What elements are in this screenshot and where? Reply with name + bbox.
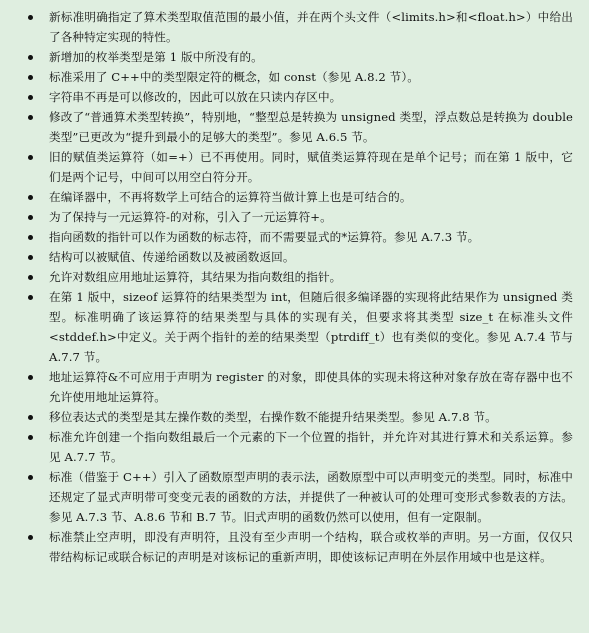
list-item xyxy=(22,467,573,527)
item-text: 在第 1 版中，sizeof 运算符的结果类型为 int，但随后很多编译器的实现将此结果作为 unsigned 类型。标准明确了该运算符的结果类型与具体的实现有关，但要求将其类型 size_t 在标准头文件<stddef.h>中定义。关于两个指针的差的结果类型（ptrdiff_t）也有类似的变化。参见 A.7.4 节与 A.7.7 节。 xyxy=(49,290,573,364)
bullet-icon xyxy=(28,475,33,480)
list-item xyxy=(22,247,573,267)
bullet-icon xyxy=(28,435,33,440)
list-item xyxy=(22,147,573,187)
list-item xyxy=(22,287,573,367)
bullet-icon xyxy=(28,535,33,540)
list-item xyxy=(22,367,573,407)
list-item xyxy=(22,87,573,107)
bullet-icon xyxy=(28,15,33,20)
list-item xyxy=(22,527,573,567)
list-item xyxy=(22,67,573,87)
bullet-icon xyxy=(28,295,33,300)
list-item xyxy=(22,267,573,287)
item-text: 新增加的枚举类型是第 1 版中所没有的。 xyxy=(49,50,263,64)
item-text: 标准（借鉴于 C++）引入了函数原型声明的表示法，函数原型中可以声明变元的类型。同时，标准中还规定了显式声明带可变变元表的函数的方法，并提供了一种被认可的处理可变形式参数表的方法。参见 A.7.3 节、A.8.6 节和 B.7 节。旧式声明的函数仍然可以使用，但有一定限制。 xyxy=(49,470,573,524)
bullet-icon xyxy=(28,215,33,220)
list-item xyxy=(22,107,573,147)
item-text: 在编译器中，不再将数学上可结合的运算符当做计算上也是可结合的。 xyxy=(49,190,412,204)
list-item xyxy=(22,187,573,207)
bullet-icon xyxy=(28,155,33,160)
item-text: 字符串不再是可以修改的，因此可以放在只读内存区中。 xyxy=(49,90,342,104)
item-text: 修改了“普通算术类型转换”，特别地，“整型总是转换为 unsigned 类型，浮点数总是转换为 double 类型”已更改为“提升到最小的足够大的类型”。参见 A.6.5 节。 xyxy=(49,110,573,144)
bullet-icon xyxy=(28,55,33,60)
item-text: 移位表达式的类型是其左操作数的类型，右操作数不能提升结果类型。参见 A.7.8 节。 xyxy=(49,410,497,424)
list-item xyxy=(22,227,573,247)
list-item xyxy=(22,7,573,47)
bullet-icon xyxy=(28,415,33,420)
bullet-icon xyxy=(28,375,33,380)
item-text: 地址运算符&不可应用于声明为 register 的对象，即使具体的实现未将这种对象存放在寄存器中也不允许使用地址运算符。 xyxy=(49,370,573,404)
item-text: 新标准明确指定了算术类型取值范围的最小值，并在两个头文件（<limits.h>和<float.h>）中给出了各种特定实现的特性。 xyxy=(49,10,573,44)
list-item xyxy=(22,407,573,427)
item-text: 旧的赋值类运算符（如=+）已不再使用。同时，赋值类运算符现在是单个记号；而在第 1 版中，它们是两个记号，中间可以用空白符分开。 xyxy=(49,150,573,184)
item-text: 结构可以被赋值、传递给函数以及被函数返回。 xyxy=(49,250,295,264)
bullet-icon xyxy=(28,275,33,280)
bullet-icon xyxy=(28,195,33,200)
item-text: 为了保持与一元运算符-的对称，引入了一元运算符+。 xyxy=(49,210,332,224)
item-text: 允许对数组应用地址运算符，其结果为指向数组的指针。 xyxy=(49,270,342,284)
list-item xyxy=(22,207,573,227)
bullet-icon xyxy=(28,95,33,100)
bullet-icon xyxy=(28,235,33,240)
list-item xyxy=(22,47,573,67)
item-text: 指向函数的指针可以作为函数的标志符，而不需要显式的*运算符。参见 A.7.3 节。 xyxy=(49,230,480,244)
list-item xyxy=(22,427,573,467)
bullet-icon xyxy=(28,115,33,120)
change-list xyxy=(22,7,573,567)
item-text: 标准采用了 C++中的类型限定符的概念，如 const（参见 A.8.2 节）。 xyxy=(49,70,419,84)
item-text: 标准禁止空声明，即没有声明符，且没有至少声明一个结构，联合或枚举的声明。另一方面，仅仅只带结构标记或联合标记的声明是对该标记的重新声明，即使该标记声明在外层作用域中也是这样。 xyxy=(49,530,573,564)
bullet-icon xyxy=(28,255,33,260)
bullet-icon xyxy=(28,75,33,80)
item-text: 标准允许创建一个指向数组最后一个元素的下一个位置的指针，并允许对其进行算术和关系运算。参见 A.7.7 节。 xyxy=(49,430,573,464)
